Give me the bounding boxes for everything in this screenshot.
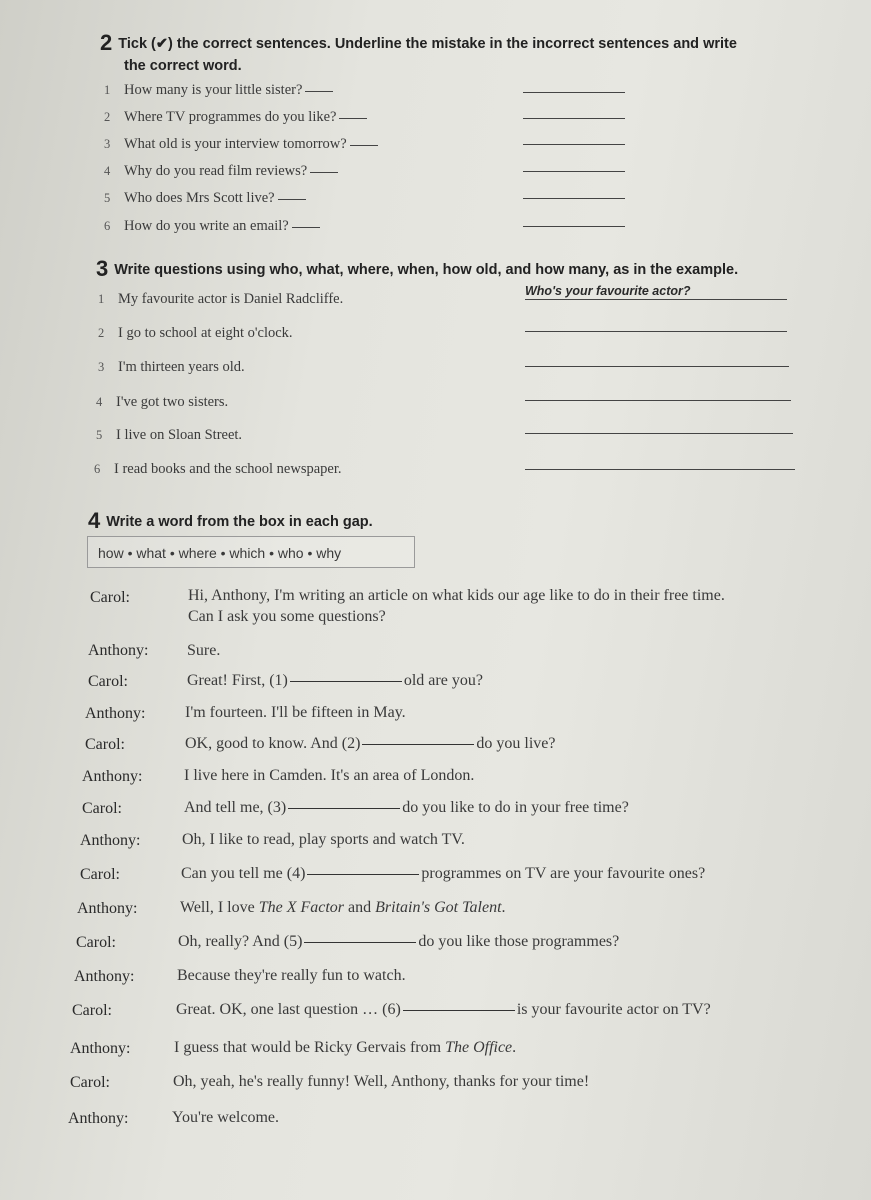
instruction-text: Write questions using who, what, where, when, how old, and how many, as in the example. bbox=[114, 262, 739, 278]
speaker-label: Carol: bbox=[82, 800, 122, 817]
exercise-number: 4 bbox=[88, 508, 101, 533]
item-number: 2 bbox=[98, 326, 105, 340]
ex2-item-4 bbox=[104, 163, 338, 180]
item-number: 5 bbox=[96, 428, 103, 442]
gap-2-blank[interactable] bbox=[362, 744, 474, 745]
ex2-item-5 bbox=[104, 190, 306, 207]
speaker-label: Carol: bbox=[90, 589, 130, 606]
tick-blank[interactable] bbox=[310, 172, 338, 173]
item-number: 1 bbox=[98, 292, 105, 306]
ex2-item-1 bbox=[104, 82, 333, 99]
speaker-label: Anthony: bbox=[80, 832, 141, 849]
dialogue-line: I'm fourteen. I'll be fifteen in May. bbox=[185, 704, 406, 721]
item-text: How do you write an email? bbox=[124, 218, 289, 234]
exercise-2-heading bbox=[100, 30, 737, 74]
exercise-3-heading bbox=[96, 256, 738, 282]
ex3-answer-line-6[interactable] bbox=[525, 469, 795, 470]
text-after-gap: programmes on TV are your favourite ones? bbox=[421, 865, 706, 882]
item-text: My favourite actor is Daniel Radcliffe. bbox=[118, 291, 344, 307]
exercise-number: 2 bbox=[100, 30, 113, 55]
item-number: 3 bbox=[104, 137, 111, 151]
text-before-gap: Oh, really? And (5) bbox=[178, 933, 303, 950]
dialogue-line bbox=[181, 865, 705, 883]
dialogue-line: You're welcome. bbox=[172, 1109, 280, 1126]
text-part: . bbox=[512, 1039, 517, 1056]
text-before-gap: Can you tell me (4) bbox=[181, 865, 306, 882]
dialogue-line: Oh, yeah, he's really funny! Well, Anthony, thanks for your time! bbox=[173, 1073, 590, 1090]
dialogue-line: Because they're really fun to watch. bbox=[177, 967, 406, 984]
exercise-4-heading bbox=[88, 508, 373, 534]
dialogue-line bbox=[184, 799, 629, 817]
speaker-label: Carol: bbox=[88, 673, 128, 690]
dialogue-line bbox=[187, 672, 483, 690]
gap-6-blank[interactable] bbox=[403, 1010, 515, 1011]
ex3-answer-line-5[interactable] bbox=[525, 433, 793, 434]
instruction-text: Tick (✔) the correct sentences. Underline the mistake in the incorrect sentences and write bbox=[118, 36, 737, 52]
word-box: how • what • where • which • who • why bbox=[87, 536, 415, 568]
show-title: Britain's Got Talent bbox=[375, 899, 502, 916]
speaker-label: Anthony: bbox=[82, 768, 143, 785]
speaker-label: Anthony: bbox=[74, 968, 135, 985]
speaker-label: Anthony: bbox=[88, 642, 149, 659]
ex2-answer-line-4[interactable] bbox=[523, 171, 625, 172]
dialogue-line-continued: Can I ask you some questions? bbox=[188, 608, 386, 625]
item-number: 3 bbox=[98, 360, 105, 374]
tick-blank[interactable] bbox=[292, 227, 320, 228]
item-number: 6 bbox=[94, 462, 101, 476]
example-answer: Who's your favourite actor? bbox=[525, 284, 787, 300]
show-title: The Office bbox=[445, 1039, 513, 1056]
ex3-item-2 bbox=[98, 325, 293, 342]
text-before-gap: OK, good to know. And (2) bbox=[185, 735, 361, 752]
dialogue-line: Sure. bbox=[187, 642, 221, 659]
ex2-answer-line-3[interactable] bbox=[523, 144, 625, 145]
speaker-label: Carol: bbox=[70, 1074, 110, 1091]
item-number: 5 bbox=[104, 191, 111, 205]
dialogue-line bbox=[185, 735, 556, 753]
dialogue-line: I live here in Camden. It's an area of London. bbox=[184, 767, 475, 784]
text-after-gap: old are you? bbox=[403, 672, 483, 689]
text-after-gap: do you live? bbox=[476, 735, 556, 752]
instruction-text-continued: the correct word. bbox=[124, 58, 242, 74]
text-after-gap: do you like to do in your free time? bbox=[402, 799, 629, 816]
exercise-number: 3 bbox=[96, 256, 109, 281]
ex3-item-6 bbox=[94, 461, 342, 478]
item-text: I've got two sisters. bbox=[116, 394, 229, 410]
item-number: 4 bbox=[96, 395, 103, 409]
tick-blank[interactable] bbox=[350, 145, 378, 146]
ex3-item-4 bbox=[96, 394, 228, 411]
dialogue-line: Hi, Anthony, I'm writing an article on what kids our age like to do in their free time. bbox=[188, 587, 725, 604]
speaker-label: Carol: bbox=[72, 1002, 112, 1019]
dialogue-line: Oh, I like to read, play sports and watch TV. bbox=[182, 831, 465, 848]
gap-5-blank[interactable] bbox=[304, 942, 416, 943]
ex2-item-2 bbox=[104, 109, 367, 126]
dialogue-line bbox=[178, 933, 619, 951]
text-before-gap: Great. OK, one last question … (6) bbox=[176, 1001, 401, 1018]
item-number: 1 bbox=[104, 83, 111, 97]
ex2-item-6 bbox=[104, 218, 320, 235]
text-part: I guess that would be Ricky Gervais from bbox=[174, 1039, 446, 1056]
ex2-answer-line-5[interactable] bbox=[523, 198, 625, 199]
gap-1-blank[interactable] bbox=[290, 681, 402, 682]
speaker-label: Carol: bbox=[76, 934, 116, 951]
speaker-label: Anthony: bbox=[68, 1110, 129, 1127]
item-text: I go to school at eight o'clock. bbox=[118, 325, 293, 341]
text-before-gap: Great! First, (1) bbox=[187, 672, 288, 689]
ex2-answer-line-1[interactable] bbox=[523, 92, 625, 93]
item-text: Where TV programmes do you like? bbox=[124, 109, 337, 125]
item-text: I'm thirteen years old. bbox=[118, 359, 245, 375]
ex3-answer-line-4[interactable] bbox=[525, 400, 791, 401]
ex3-item-5 bbox=[96, 427, 242, 444]
item-text: I live on Sloan Street. bbox=[116, 427, 243, 443]
text-after-gap: do you like those programmes? bbox=[418, 933, 620, 950]
item-number: 4 bbox=[104, 164, 111, 178]
tick-blank[interactable] bbox=[278, 199, 306, 200]
item-number: 2 bbox=[104, 110, 111, 124]
tick-blank[interactable] bbox=[305, 91, 333, 92]
item-text: I read books and the school newspaper. bbox=[114, 461, 342, 477]
text-part: . bbox=[501, 899, 506, 916]
item-number: 6 bbox=[104, 219, 111, 233]
tick-blank[interactable] bbox=[339, 118, 367, 119]
text-part: Well, I love bbox=[180, 899, 259, 916]
instruction-text: Write a word from the box in each gap. bbox=[106, 514, 373, 530]
text-after-gap: is your favourite actor on TV? bbox=[516, 1001, 711, 1018]
show-title: The X Factor bbox=[258, 899, 345, 916]
dialogue-line bbox=[174, 1039, 516, 1057]
ex3-item-3 bbox=[98, 359, 245, 376]
item-text: What old is your interview tomorrow? bbox=[124, 136, 347, 152]
ex2-item-3 bbox=[104, 136, 378, 153]
text-before-gap: And tell me, (3) bbox=[184, 799, 287, 816]
ex2-answer-line-6[interactable] bbox=[523, 226, 625, 227]
dialogue-line bbox=[176, 1001, 711, 1019]
text-part: and bbox=[344, 899, 376, 916]
ex3-answer-line-3[interactable] bbox=[525, 366, 789, 367]
ex2-answer-line-2[interactable] bbox=[523, 118, 625, 119]
gap-3-blank[interactable] bbox=[288, 808, 400, 809]
speaker-label: Anthony: bbox=[77, 900, 138, 917]
item-text: Who does Mrs Scott live? bbox=[124, 190, 275, 206]
ex3-answer-line-2[interactable] bbox=[525, 331, 787, 332]
speaker-label: Anthony: bbox=[85, 705, 146, 722]
item-text: Why do you read film reviews? bbox=[124, 163, 308, 179]
speaker-label: Anthony: bbox=[70, 1040, 131, 1057]
speaker-label: Carol: bbox=[85, 736, 125, 753]
gap-4-blank[interactable] bbox=[307, 874, 419, 875]
item-text: How many is your little sister? bbox=[124, 82, 303, 98]
dialogue-line bbox=[180, 899, 506, 917]
ex3-item-1 bbox=[98, 291, 343, 308]
speaker-label: Carol: bbox=[80, 866, 120, 883]
